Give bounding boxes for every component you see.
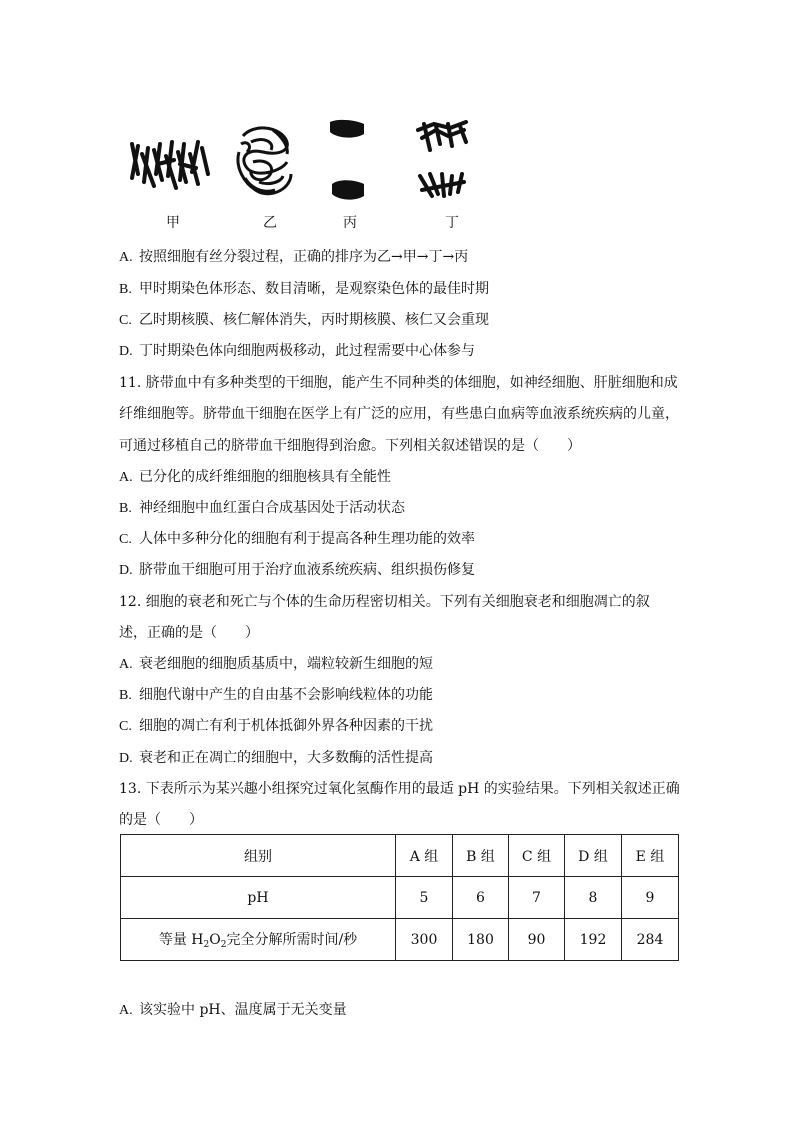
option-letter: D. — [119, 344, 133, 359]
time-label-mid: O — [209, 932, 221, 948]
q13-stem-line: 13. 下表所示为某兴趣小组探究过氧化氢酶作用的最适 pH 的实验结果。下列相关叙述正确 — [119, 781, 680, 797]
time-label-sub: 2 — [203, 940, 210, 950]
time-label-pre: 等量 H — [158, 932, 204, 948]
option-text: 细胞的凋亡有利于机体抵御外界各种因素的干扰 — [139, 718, 433, 734]
q10-option-c — [119, 310, 489, 331]
table-cell: E 组 — [622, 835, 679, 877]
q10-option-a — [119, 247, 468, 268]
table-cell: 组别 — [121, 835, 396, 877]
q12-option-a — [119, 654, 433, 675]
option-text: 衰老细胞的细胞质基质中，端粒较新生细胞的短 — [139, 656, 433, 672]
option-text: 该实验中 pH、温度属于无关变量 — [139, 1002, 347, 1018]
option-letter: C. — [119, 313, 132, 328]
q11-stem-line: 11. 脐带血中有多种类型的干细胞，能产生不同种类的体细胞，如神经细胞、肝脏细胞和成 — [119, 375, 678, 391]
option-text: 甲时期染色体形态、数目清晰，是观察染色体的最佳时期 — [139, 281, 489, 297]
option-text: 神经细胞中血红蛋白合成基因处于活动状态 — [139, 500, 405, 516]
option-letter: C. — [119, 719, 132, 734]
option-letter: D. — [119, 563, 133, 578]
q10-option-d — [119, 341, 475, 362]
table-cell: A 组 — [396, 835, 453, 877]
q10-option-b — [119, 279, 489, 300]
table-cell: 8 — [565, 877, 622, 919]
table-row-time — [121, 919, 679, 961]
q13-option-a — [119, 1000, 347, 1021]
q12-stem-line: 12. 细胞的衰老和死亡与个体的生命历程密切相关。下列有关细胞衰老和细胞凋亡的叙 — [119, 594, 650, 610]
table-cell: D 组 — [565, 835, 622, 877]
option-text: 乙时期核膜、核仁解体消失，丙时期核膜、核仁又会重现 — [139, 312, 489, 328]
q11-option-d — [119, 560, 475, 581]
caption-bing: 丙 — [343, 215, 357, 231]
option-text: 衰老和正在凋亡的细胞中，大多数酶的活性提高 — [139, 750, 433, 766]
q11-option-b — [119, 498, 405, 519]
table-cell: C 组 — [509, 835, 565, 877]
q11-stem-line: 可通过移植自己的脐带血干细胞得到治愈。下列相关叙述错误的是（ ） — [119, 438, 581, 454]
experiment-table — [120, 834, 679, 961]
table-cell: 300 — [396, 919, 453, 961]
option-letter: B. — [119, 688, 132, 703]
table-cell: 6 — [453, 877, 509, 919]
table-cell: 5 — [396, 877, 453, 919]
table-cell: B 组 — [453, 835, 509, 877]
cell-image-jia — [128, 134, 212, 194]
q12-option-b — [119, 685, 433, 706]
table-cell: 192 — [565, 919, 622, 961]
option-text: 人体中多种分化的细胞有利于提高各种生理功能的效率 — [139, 531, 475, 547]
cell-image-ding — [414, 120, 476, 200]
q13-stem-line: 的是（ ） — [119, 812, 203, 828]
q11-option-a — [119, 467, 391, 488]
cell-image-bing — [326, 118, 368, 204]
option-letter: D. — [119, 751, 133, 766]
option-letter: B. — [119, 282, 132, 297]
q11-option-c — [119, 529, 475, 550]
caption-yi: 乙 — [263, 215, 277, 231]
table-cell: pH — [121, 877, 396, 919]
q12-option-d — [119, 748, 433, 769]
option-letter: A. — [119, 657, 133, 672]
option-letter: C. — [119, 532, 132, 547]
q12-stem-line: 述，正确的是（ ） — [119, 625, 259, 641]
q11-stem-line: 纤维细胞等。脐带血干细胞在医学上有广泛的应用，有些患白血病等血液系统疾病的儿童， — [119, 406, 679, 422]
cell-image-yi — [233, 122, 297, 200]
table-cell: 180 — [453, 919, 509, 961]
mitosis-figure — [120, 112, 500, 232]
option-letter: A. — [119, 1003, 133, 1018]
caption-ding: 丁 — [445, 215, 459, 231]
option-text: 已分化的成纤维细胞的细胞核具有全能性 — [139, 469, 391, 485]
table-header-row — [121, 835, 679, 877]
caption-jia: 甲 — [166, 215, 180, 231]
table-cell-time-label — [121, 919, 396, 961]
table-row-ph — [121, 877, 679, 919]
option-letter: A. — [119, 250, 133, 265]
table-cell: 9 — [622, 877, 679, 919]
table-cell: 7 — [509, 877, 565, 919]
option-text: 脐带血干细胞可用于治疗血液系统疾病、组织损伤修复 — [139, 562, 475, 578]
option-text: 丁时期染色体向细胞两极移动，此过程需要中心体参与 — [139, 343, 475, 359]
option-text: 细胞代谢中产生的自由基不会影响线粒体的功能 — [139, 687, 433, 703]
option-text: 按照细胞有丝分裂过程，正确的排序为乙→甲→丁→丙 — [139, 249, 469, 265]
time-label-sub: 2 — [220, 940, 227, 950]
q12-option-c — [119, 716, 433, 737]
table-cell: 90 — [509, 919, 565, 961]
option-letter: B. — [119, 501, 132, 516]
time-label-post: 完全分解所需时间/秒 — [226, 932, 358, 948]
table-cell: 284 — [622, 919, 679, 961]
option-letter: A. — [119, 470, 133, 485]
